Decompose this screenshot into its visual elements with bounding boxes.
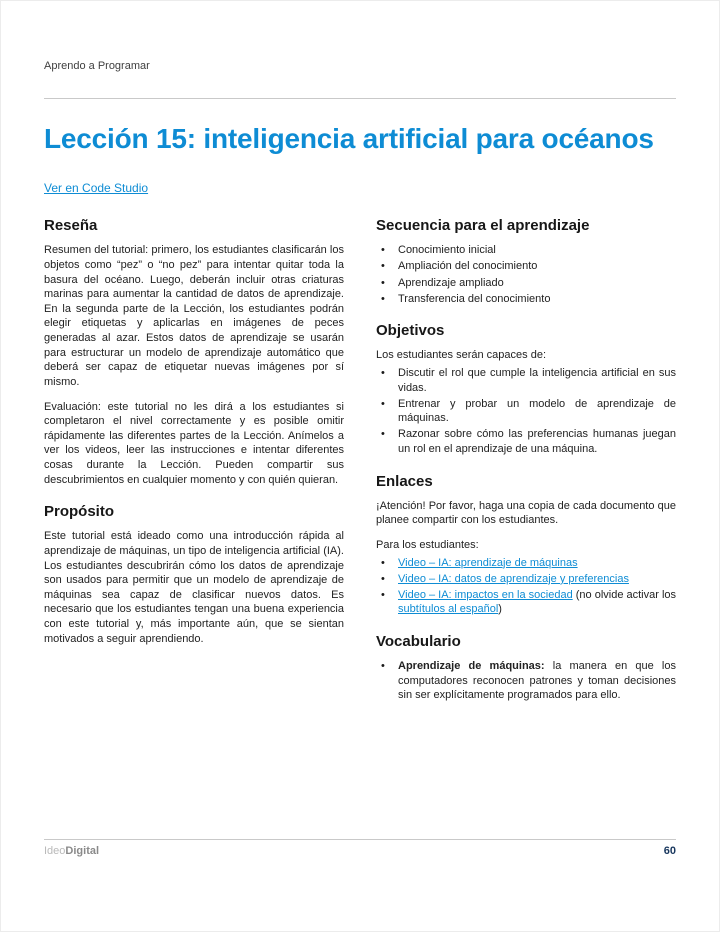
vocab-definition: la manera en que los computadores reconocen patrones y toman decisiones sin ser explícitamente programados para ello.	[398, 660, 676, 702]
video-link-impactos-sociedad[interactable]: Video – IA: impactos en la sociedad	[398, 588, 573, 601]
objetivos-list	[376, 366, 676, 457]
page-number: 60	[663, 845, 676, 857]
enlaces-intro: Para los estudiantes:	[376, 538, 479, 551]
subtitles-link[interactable]: subtítulos al español	[398, 603, 499, 616]
list-item: • Aprendizaje ampliado	[376, 276, 676, 291]
objetivos-intro: Los estudiantes serán capaces de:	[376, 349, 547, 362]
page-title: Lección 15: inteligencia artificial para océanos	[44, 123, 654, 154]
section-heading-proposito: Propósito	[44, 503, 114, 521]
list-item: • Razonar sobre cómo las preferencias humanas juegan un rol en el aprendizaje de una máquina.	[376, 427, 676, 456]
resena-paragraph-1: Resumen del tutorial: primero, los estudiantes clasificarán los objetos como “pez” o “no pez” para intentar quitar toda la basura del océano. Luego, deberán incluir otras criaturas marinas para aumentar la cantidad de datos de aprendizaje. En la segunda parte de la Lección, los estudiantes podrán elegir etiquetas y aplicarlas en imágenes de peces generadas al azar. Estos datos de aprendizaje se usarán para estructurar un modelo de aprendizaje automático que deberá ser capaz de etiquetar nuevas imágenes por sí mismo.	[44, 244, 344, 388]
brand-logo-light: Ideo	[44, 845, 66, 857]
document-header	[44, 0, 676, 72]
program-name: Aprendo a Programar	[44, 60, 150, 72]
proposito-paragraph: Este tutorial está ideado como una introducción rápida al aprendizaje de máquinas, un tipo de inteligencia artificial (IA). Los estudiantes descubrirán cómo los datos de aprendizaje son usados para permitir que un modelo de aprendizaje de máquinas sea capaz de clasificar nuevos datos. Es necesario que los estudiantes tengan una buena experiencia con este tutorial y, más importante aún, que se sientan motivados a seguir aprendiendo.	[44, 530, 344, 645]
list-item: • Transferencia del conocimiento	[376, 292, 676, 307]
section-heading-enlaces: Enlaces	[376, 472, 433, 490]
link-note-close: )	[498, 603, 502, 616]
section-heading-objetivos: Objetivos	[376, 322, 445, 340]
list-item: • Discutir el rol que cumple la inteligencia artificial en sus vidas.	[376, 366, 676, 395]
header-divider	[44, 98, 676, 99]
content-columns	[44, 217, 676, 713]
list-item	[376, 659, 676, 703]
resena-paragraph-2: Evaluación: este tutorial no les dirá a los estudiantes si completaron el nivel correctamente y es posible omitir rápidamente las diferentes partes de la Lección. Anímelos a ver los videos, leer las instrucciones e intentar diferentes cosas durante la Lección. Pueden compartir sus descubrimientos en cualquier momento y con quién quieran.	[44, 400, 344, 486]
video-link-aprendizaje-maquinas[interactable]: Video – IA: aprendizaje de máquinas	[398, 556, 578, 569]
link-note-text: (no olvide activar los	[572, 588, 677, 601]
list-item	[376, 572, 676, 587]
section-heading-resena: Reseña	[44, 217, 98, 235]
code-studio-link[interactable]: Ver en Code Studio	[44, 181, 149, 196]
list-item: • Entrenar y probar un modelo de aprendizaje de máquinas.	[376, 397, 676, 426]
vocabulario-list	[376, 659, 676, 703]
vocab-term: Aprendizaje de máquinas:	[398, 660, 545, 673]
enlaces-notice: ¡Atención! Por favor, haga una copia de cada documento que planee compartir con los estudiantes.	[376, 499, 676, 527]
list-item: • Ampliación del conocimiento	[376, 259, 676, 274]
student-links-list	[376, 556, 676, 618]
brand-logo	[44, 845, 99, 857]
document-footer	[44, 839, 676, 857]
section-heading-vocabulario: Vocabulario	[376, 633, 461, 651]
right-column	[376, 217, 676, 713]
list-item	[376, 556, 676, 571]
list-item: • Conocimiento inicial	[376, 243, 676, 258]
brand-logo-bold: Digital	[65, 845, 100, 857]
video-link-datos-preferencias[interactable]: Video – IA: datos de aprendizaje y preferencias	[398, 572, 629, 585]
list-item	[376, 588, 676, 617]
section-heading-secuencia: Secuencia para el aprendizaje	[376, 217, 590, 235]
left-column	[44, 217, 344, 713]
secuencia-list	[376, 243, 676, 306]
